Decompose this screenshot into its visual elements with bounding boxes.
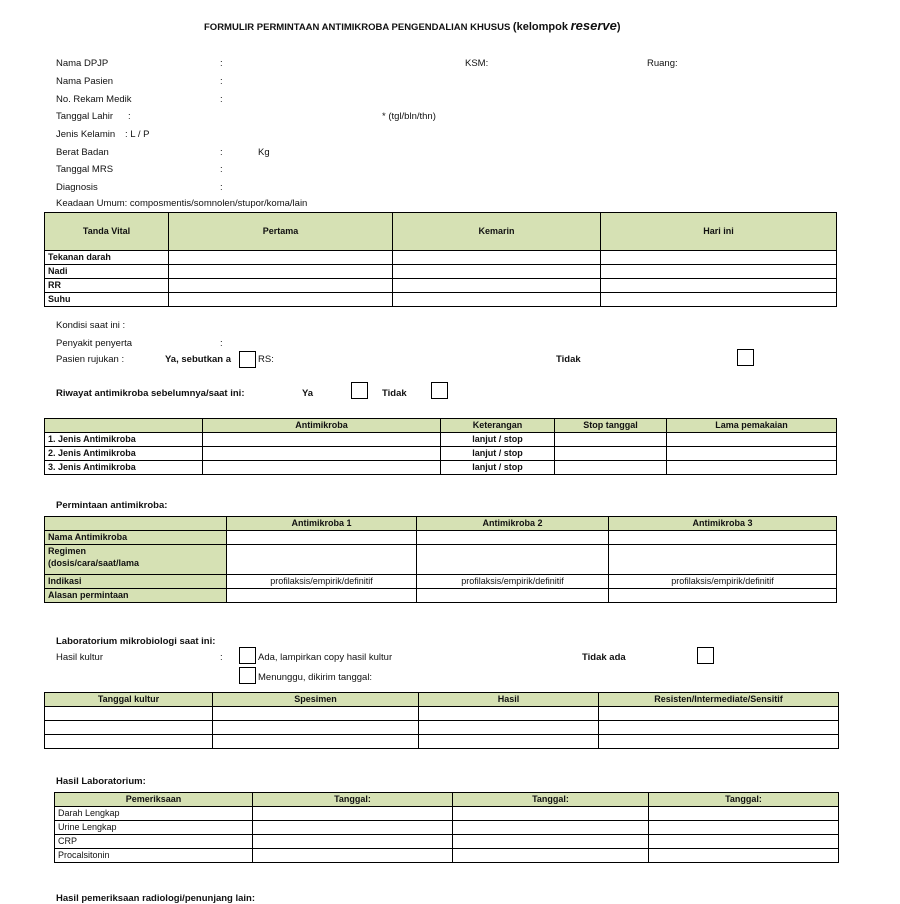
label-keadaan-umum: Keadaan Umum: composmentis/somnolen/stupor/koma/lain [56,198,308,209]
riwayat-tidak-checkbox[interactable] [431,382,448,399]
table-cell[interactable] [203,447,441,461]
riwayat-header-stop: Stop tanggal [555,419,667,433]
table-cell[interactable] [227,545,417,575]
riwayat-row-label: 3. Jenis Antimikroba [45,461,203,475]
form-title-reserve: reserve [570,18,617,33]
lab-header-tanggal-3: Tanggal: [649,793,839,807]
table-cell[interactable] [555,461,667,475]
table-cell[interactable] [45,735,213,749]
label-ksm: KSM: [465,58,489,69]
table-cell[interactable] [453,821,649,835]
table-cell[interactable] [253,821,453,835]
table-cell[interactable] [45,721,213,735]
vital-row-label: RR [45,279,169,293]
form-title [204,18,621,33]
label-radiologi: Hasil pemeriksaan radiologi/penunjang lain: [56,893,256,904]
vital-header-kemarin: Kemarin [393,213,601,251]
riwayat-header-lama: Lama pemakaian [667,419,837,433]
table-row [45,461,837,475]
rujukan-tidak-checkbox[interactable] [737,349,754,366]
table-cell[interactable] [169,293,393,307]
riwayat-row-label: 1. Jenis Antimikroba [45,433,203,447]
table-row [55,807,839,821]
vital-header-pertama: Pertama [169,213,393,251]
permintaan-header-1: Antimikroba 1 [227,517,417,531]
label-tgl-format: * (tgl/bln/thn) [382,111,436,122]
table-row [45,707,839,721]
colon-berat-badan: : [220,147,223,158]
label-ruang: Ruang: [647,58,678,69]
table-cell[interactable] [599,707,839,721]
table-row [55,849,839,863]
vital-header-tanda: Tanda Vital [45,213,169,251]
table-row [45,735,839,749]
table-cell[interactable] [649,821,839,835]
vital-header-hari-ini: Hari ini [601,213,837,251]
lab-row-label: Darah Lengkap [55,807,253,821]
label-nama-dpjp: Nama DPJP [56,58,109,69]
label-riwayat: Riwayat antimikroba sebelumnya/saat ini: [56,388,245,399]
table-cell[interactable] [601,279,837,293]
label-diagnosis: Diagnosis [56,182,98,193]
table-row [45,251,837,265]
permintaan-table [44,516,837,603]
vital-row-label: Tekanan darah [45,251,169,265]
colon-no-rm: : [220,94,223,105]
table-cell[interactable] [253,835,453,849]
riwayat-ya-checkbox[interactable] [351,382,368,399]
table-cell[interactable] [203,433,441,447]
label-rujukan-tidak: Tidak [556,354,581,365]
colon-tanggal-lahir: : [128,111,131,122]
table-cell[interactable] [213,735,419,749]
table-row [45,575,837,589]
table-cell[interactable] [213,721,419,735]
form-title-main: FORMULIR PERMINTAAN ANTIMIKROBA PENGENDALIAN KHUSUS [204,22,511,33]
table-cell[interactable] [169,265,393,279]
table-row [45,721,839,735]
riwayat-row-label: 2. Jenis Antimikroba [45,447,203,461]
table-cell[interactable] [45,707,213,721]
table-cell[interactable] [453,835,649,849]
table-cell[interactable] [419,721,599,735]
table-cell[interactable] [417,545,609,575]
table-row [45,293,837,307]
colon-hasil-kultur: : [220,652,223,663]
lab-header-tanggal-1: Tanggal: [253,793,453,807]
label-menunggu: Menunggu, dikirim tanggal: [258,672,373,683]
table-cell[interactable] [227,531,417,545]
kultur-table [44,692,839,749]
label-kg: Kg [258,147,270,158]
label-hasil-lab: Hasil Laboratorium: [56,776,146,787]
form-title-group-close: ) [616,21,621,33]
table-row [45,531,837,545]
riwayat-table [44,418,837,475]
table-cell[interactable] [169,279,393,293]
table-cell[interactable] [417,589,609,603]
table-cell[interactable] [649,849,839,863]
lab-row-label: CRP [55,835,253,849]
table-row [45,265,837,279]
table-cell[interactable] [227,589,417,603]
table-row [45,545,837,575]
lab-row-label: Urine Lengkap [55,821,253,835]
permintaan-header-3: Antimikroba 3 [609,517,837,531]
value-jenis-kelamin: : L / P [125,129,150,140]
table-cell[interactable] [599,721,839,735]
label-pasien-rujukan: Pasien rujukan : [56,354,125,365]
label-tanggal-lahir: Tanggal Lahir [56,111,114,122]
kultur-header-ris: Resisten/Intermediate/Sensitif [599,693,839,707]
table-cell[interactable] [609,589,837,603]
colon-tanggal-mrs: : [220,164,223,175]
label-riwayat-ya: Ya [302,388,314,399]
label-permintaan: Permintaan antimikroba: [56,500,168,511]
hasil-lab-table [54,792,839,863]
table-cell[interactable] [555,433,667,447]
colon-nama-pasien: : [220,76,223,87]
table-cell[interactable] [253,849,453,863]
riwayat-header-blank [45,419,203,433]
kultur-menunggu-checkbox[interactable] [239,667,256,684]
table-cell[interactable] [601,293,837,307]
label-jenis-kelamin: Jenis Kelamin [56,129,116,140]
label-ya-sebutkan: Ya, sebutkan a [165,354,232,365]
colon-diagnosis: : [220,182,223,193]
table-row [45,589,837,603]
table-cell[interactable] [667,461,837,475]
table-cell[interactable] [393,265,601,279]
table-row [45,447,837,461]
label-kultur-ada: Ada, lampirkan copy hasil kultur [258,652,393,663]
form-title-group-open: (kelompok [512,21,568,33]
rujukan-ya-checkbox[interactable] [239,351,256,368]
table-cell[interactable] [453,807,649,821]
permintaan-header-2: Antimikroba 2 [417,517,609,531]
table-cell[interactable] [203,461,441,475]
label-no-rm: No. Rekam Medik [56,94,132,105]
indikasi-value-3[interactable]: profilaksis/empirik/definitif [609,575,837,589]
colon-nama-dpjp: : [220,58,223,69]
label-hasil-kultur: Hasil kultur [56,652,103,663]
table-cell[interactable] [417,531,609,545]
table-cell[interactable] [601,265,837,279]
permintaan-row-regimen [45,545,227,575]
table-cell[interactable] [555,447,667,461]
table-cell[interactable] [601,251,837,265]
vital-row-label: Nadi [45,265,169,279]
table-cell[interactable] [453,849,649,863]
label-penyakit-penyerta: Penyakit penyerta [56,338,133,349]
table-cell[interactable] [609,545,837,575]
indikasi-value-2[interactable]: profilaksis/empirik/definitif [417,575,609,589]
vital-row-label: Suhu [45,293,169,307]
label-rs: RS: [258,354,274,365]
permintaan-row-indikasi: Indikasi [45,575,227,589]
kultur-header-hasil: Hasil [419,693,599,707]
table-cell[interactable] [253,807,453,821]
label-tanggal-mrs: Tanggal MRS [56,164,114,175]
table-cell[interactable] [419,707,599,721]
table-row [45,433,837,447]
riwayat-row-ket[interactable]: lanjut / stop [441,461,555,475]
table-cell[interactable] [599,735,839,749]
table-cell[interactable] [419,735,599,749]
label-kondisi-saat-ini: Kondisi saat ini : [56,320,126,331]
colon-penyakit-penyerta: : [220,338,223,349]
table-cell[interactable] [393,293,601,307]
permintaan-row-regimen-line1: Regimen [48,546,87,556]
label-tidak-ada: Tidak ada [582,652,626,663]
permintaan-row-regimen-line2: (dosis/cara/saat/lama [48,558,140,568]
riwayat-header-keterangan: Keterangan [441,419,555,433]
kultur-tidak-ada-checkbox[interactable] [697,647,714,664]
label-berat-badan: Berat Badan [56,147,109,158]
table-row [45,279,837,293]
kultur-ada-checkbox[interactable] [239,647,256,664]
indikasi-value-1[interactable]: profilaksis/empirik/definitif [227,575,417,589]
lab-row-label: Procalsitonin [55,849,253,863]
table-cell[interactable] [667,447,837,461]
riwayat-header-antimikroba: Antimikroba [203,419,441,433]
table-cell[interactable] [649,835,839,849]
label-riwayat-tidak: Tidak [382,388,407,399]
table-cell[interactable] [667,433,837,447]
label-nama-pasien: Nama Pasien [56,76,114,87]
table-row [55,821,839,835]
table-cell[interactable] [609,531,837,545]
vital-signs-table [44,212,837,307]
table-cell[interactable] [649,807,839,821]
table-cell[interactable] [393,279,601,293]
kultur-header-spesimen: Spesimen [213,693,419,707]
riwayat-row-ket[interactable]: lanjut / stop [441,447,555,461]
permintaan-header-blank [45,517,227,531]
kultur-header-tanggal: Tanggal kultur [45,693,213,707]
lab-header-tanggal-2: Tanggal: [453,793,649,807]
table-cell[interactable] [213,707,419,721]
label-lab-mikro: Laboratorium mikrobiologi saat ini: [56,636,216,647]
lab-header-pemeriksaan: Pemeriksaan [55,793,253,807]
table-cell[interactable] [393,251,601,265]
riwayat-row-ket[interactable]: lanjut / stop [441,433,555,447]
permintaan-row-alasan: Alasan permintaan [45,589,227,603]
table-cell[interactable] [169,251,393,265]
permintaan-row-nama: Nama Antimikroba [45,531,227,545]
table-row [55,835,839,849]
